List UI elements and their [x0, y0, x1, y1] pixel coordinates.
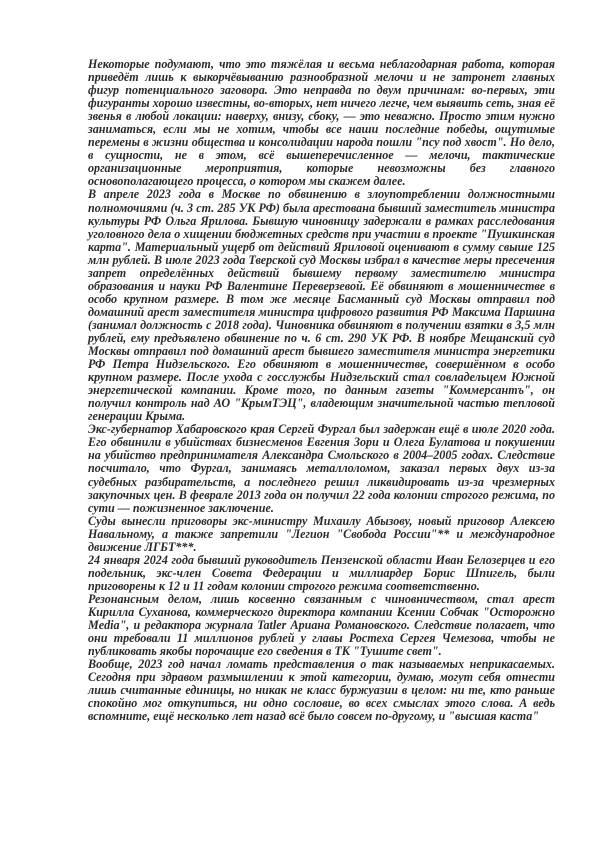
paragraph-ministry-arrests: В апреле 2023 года в Москве по обвинению в злоупотреблении должностными полномочиями (ч. 3 ст. 285 УК РФ) была арестована бывший заместитель министра культуры РФ Ольга Ярилова. Бывшую чиновницу задержали в рамках расследования уголовного дела о хищении бюджетных средств при участии в проекте "Пушкинская карта". Материальный ущерб от действий Яриловой оценивают в сумму свыше 125 млн рублей. В июле 2023 года Тверской суд Москвы избрал в качестве меры пресечения запрет определённых действий бывшему первому заместителю министра образования и науки РФ Валентине Переверзевой. Её обвиняют в мошенничестве в особо крупном размере. В том же месяце Басманный суд Москвы отправил под домашний арест заместителя министра цифрового развития РФ Максима Паршина (занимал должность с 2018 года). Чиновника обвиняют в получении взятки в 3,5 млн рублей, ему предъявлено обвинение по ч. 6 ст. 290 УК РФ. В ноябре Мещанский суд Москвы отправил под домашний арест бывшего заместителя министра энергетики РФ Петра Нидзельского. Его обвиняют в мошенничестве, совершённом в особо крупном размере. После ухода с госслужбы Нидзельский стал совладельцем Южной энергетической компании. Кроме того, по данным газеты "Коммерсантъ", он получил контроль над АО "КрымТЭЦ", владеющим значительной частью тепловой генерации Крыма. — [88, 187, 555, 424]
paragraph-intro: Некоторые подумают, что это тяжёлая и весьма неблагодарная работа, которая приведёт лишь к выкорчёвыванию разнообразной мелочи и не затронет главных фигур потенциального заговора. Это неправда по двум причинам: во-первых, эти фигуранты хорошо известны, во-вторых, нет ничего легче, чем выявить сеть, зная её звенья в любой локации: наверху, внизу, сбоку, — это неважно. Просто этим нужно заниматься, если мы не хотим, чтобы все наши последние победы, ощутимые перемены в жизни общества и консолидации народа пошли "псу под хвост". Но дело, в сущности, не в этом, всё вышеперечисленное — мелочи, тактические организационные мероприятия, которые невозможны без главного основополагающего процесса, о котором мы скажем далее. — [88, 57, 555, 189]
paragraph-sukhanov: Резонансным делом, лишь косвенно связанным с чиновничеством, стал арест Кирилла Суханова, коммерческого директора компании Ксении Собчак "Осторожно Media", и редактора журнала Tatler Ариана Романовского. Следствие полагает, что они требовали 11 миллионов рублей у главы Ростеха Сергея Чемезова, чтобы не публиковать якобы порочащие его сведения в ТК "Тушите свет". — [88, 591, 555, 659]
document-page — [88, 58, 555, 723]
paragraph-belozertsev: 24 января 2024 года бывший руководитель Пензенской области Иван Белозерцев и его подельник, экс-член Совета Федерации и миллиардер Борис Шпигель, были приговорены к 12 и 11 годам колонии строгого режима соответственно. — [88, 552, 555, 593]
paragraph-court-verdicts: Суды вынесли приговоры экс-министру Михаилу Абызову, новый приговор Алексею Навальному, а также запретили "Легион "Свобода России"** и международное движение ЛГБТ***. — [88, 513, 555, 554]
paragraph-untouchables: Вообще, 2023 год начал ломать представления о так называемых неприкасаемых. Сегодня при здравом размышлении к этой категории, думаю, могут себя отнести лишь считанные единицы, но никак не класс буржуазии в целом: ни те, кто раньше спокойно мог откупиться, ни одно сословие, во всех смыслах этого слова. А ведь вспомните, ещё несколько лет назад всё было совсем по-другому, и "высшая каста" — [88, 657, 555, 724]
paragraph-furgal: Экс-губернатор Хабаровского края Сергей Фургал был задержан ещё в июле 2020 года. Его обвинили в убийствах бизнесменов Евгения Зори и Олега Булатова и покушении на убийство предпринимателя Александра Смольского в 2004–2005 годах. Следствие посчитало, что Фургал, занимаясь металлоломом, заказал первых двух из-за судебных разбирательств, а последнего решил ликвидировать из-за чрезмерных закупочных цен. В феврале 2013 года он получил 22 года колонии строгого режима, по сути — пожизненное заключение. — [88, 422, 555, 515]
